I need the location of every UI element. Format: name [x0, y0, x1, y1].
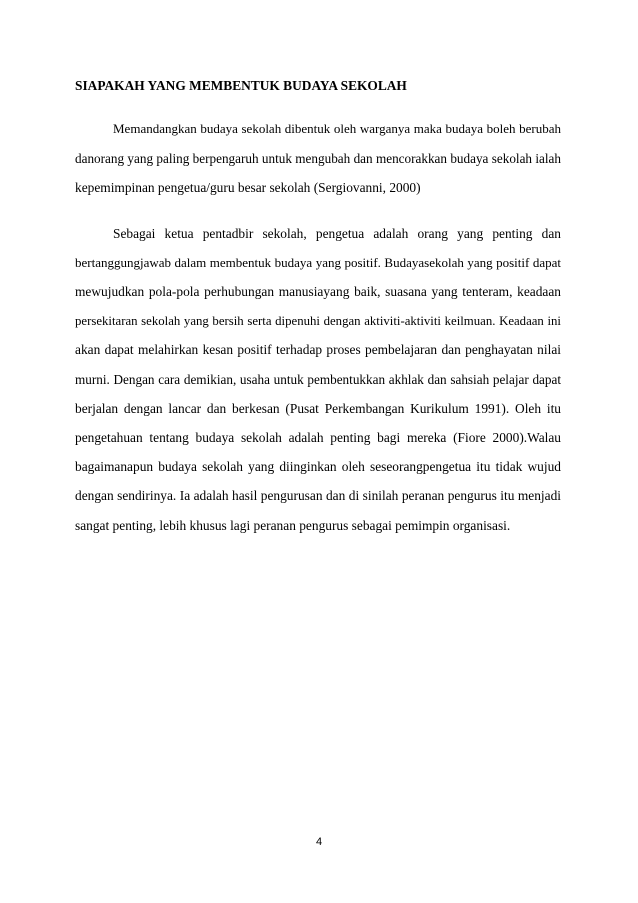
paragraph-line: murni. Dengan cara demikian, usaha untuk pembentukkan akhlak dan sahsiah pelajar dapat	[75, 372, 561, 387]
paragraph-line: mewujudkan pola-pola perhubungan manusiayang baik, suasana yang tenteram, keadaan	[75, 284, 561, 299]
paragraph-line: akan dapat melahirkan kesan positif terhadap proses pembelajaran dan penghayatan nilai	[75, 342, 561, 357]
paragraph-line: kepemimpinan pengetua/guru besar sekolah (Sergiovanni, 2000)	[75, 180, 421, 195]
section-heading: SIAPAKAH YANG MEMBENTUK BUDAYA SEKOLAH	[75, 78, 407, 93]
paragraph-line: Sebagai ketua pentadbir sekolah, pengetua adalah orang yang penting dan	[113, 226, 561, 241]
paragraph-line: sangat penting, lebih khusus lagi peranan pengurus sebagai pemimpin organisasi.	[75, 518, 511, 533]
paragraph-line: Memandangkan budaya sekolah dibentuk oleh warganya maka budaya boleh berubah	[113, 121, 561, 136]
paragraph-line: berjalan dengan lancar dan berkesan (Pusat Perkembangan Kurikulum 1991). Oleh itu	[75, 401, 561, 416]
paragraph-line: persekitaran sekolah yang bersih serta dipenuhi dengan aktiviti-aktiviti keilmuan. Keadaan ini	[75, 314, 561, 328]
paragraph-line: bertanggungjawab dalam membentuk budaya yang positif. Budayasekolah yang positif dapat	[75, 255, 561, 270]
paragraph-line: pengetahuan tentang budaya sekolah adalah penting bagi mereka (Fiore 2000).Walau	[75, 430, 561, 445]
paragraph-line: danorang yang paling berpengaruh untuk mengubah dan mencorakkan budaya sekolah ialah	[75, 151, 561, 166]
page-number: 4	[315, 836, 323, 848]
paragraph-line: bagaimanapun budaya sekolah yang diinginkan oleh seseorangpengetua itu tidak wujud	[75, 459, 561, 474]
paragraph-line: dengan sendirinya. Ia adalah hasil pengurusan dan di sinilah peranan pengurus itu menjadi	[75, 488, 561, 503]
